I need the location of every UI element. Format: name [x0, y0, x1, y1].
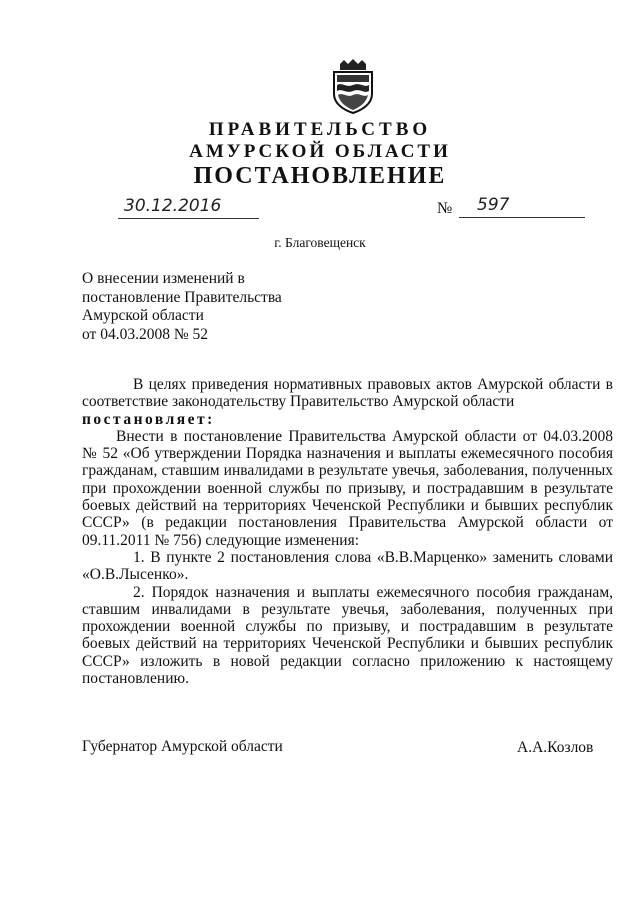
item-1-paragraph: 1. В пункте 2 постановления слова «В.В.Марценко» заменить словами «О.В.Лысенко».	[82, 548, 613, 584]
signatory-name: А.А.Козлов	[517, 739, 594, 756]
subject-line: О внесении изменений в	[82, 270, 245, 287]
government-name-line1: ПРАВИТЕЛЬСТВО	[208, 119, 432, 140]
document-body	[82, 376, 613, 687]
city-line: г. Благовещенск	[274, 235, 366, 250]
document-date: 30.12.2016	[118, 196, 259, 219]
item-2-paragraph: 2. Порядок назначения и выплаты ежемесячного пособия гражданам, ставшим инвалидами в результате увечья, заболевания, полученных при прохождении военной службы по призыву, и пострадавшим в результате боевых действий на территориях Чеченской Республики и бывших республик СССР» изложить в новой редакции согласно приложению к настоящему постановлению.	[82, 583, 613, 688]
document-type-title: ПОСТАНОВЛЕНИЕ	[193, 163, 447, 189]
subject-line: от 04.03.2008 № 52	[82, 325, 208, 343]
government-name-line2: АМУРСКОЙ ОБЛАСТИ	[189, 141, 451, 162]
coat-of-arms-icon	[328, 58, 378, 114]
number-label: №	[437, 200, 453, 217]
resolves-word: постановляет:	[82, 410, 215, 428]
document-number: 597	[459, 195, 585, 218]
document-subject	[82, 270, 282, 344]
signatory-position: Губернатор Амурской области	[82, 738, 283, 755]
intro-paragraph: Внести в постановление Правительства Амурской области от 04.03.2008 № 52 «Об утверждении Порядка назначения и выплаты ежемесячного пособия гражданам, ставшим инвалидами в результате увечья, заболевания, полученных при прохождении военной службы по призыву, и пострадавшим в результате боевых действий на территориях Чеченской Республики и бывших республик СССР» (в редакции постановления Правительства Амурской области от 09.11.2011 № 756) следующие изменения:	[82, 427, 613, 549]
subject-line: постановление Правительства	[82, 288, 282, 306]
preamble-paragraph: В целях приведения нормативных правовых актов Амурской области в соответствие законодательству Правительство Амурской области	[82, 376, 613, 411]
subject-line: Амурской области	[82, 307, 204, 324]
